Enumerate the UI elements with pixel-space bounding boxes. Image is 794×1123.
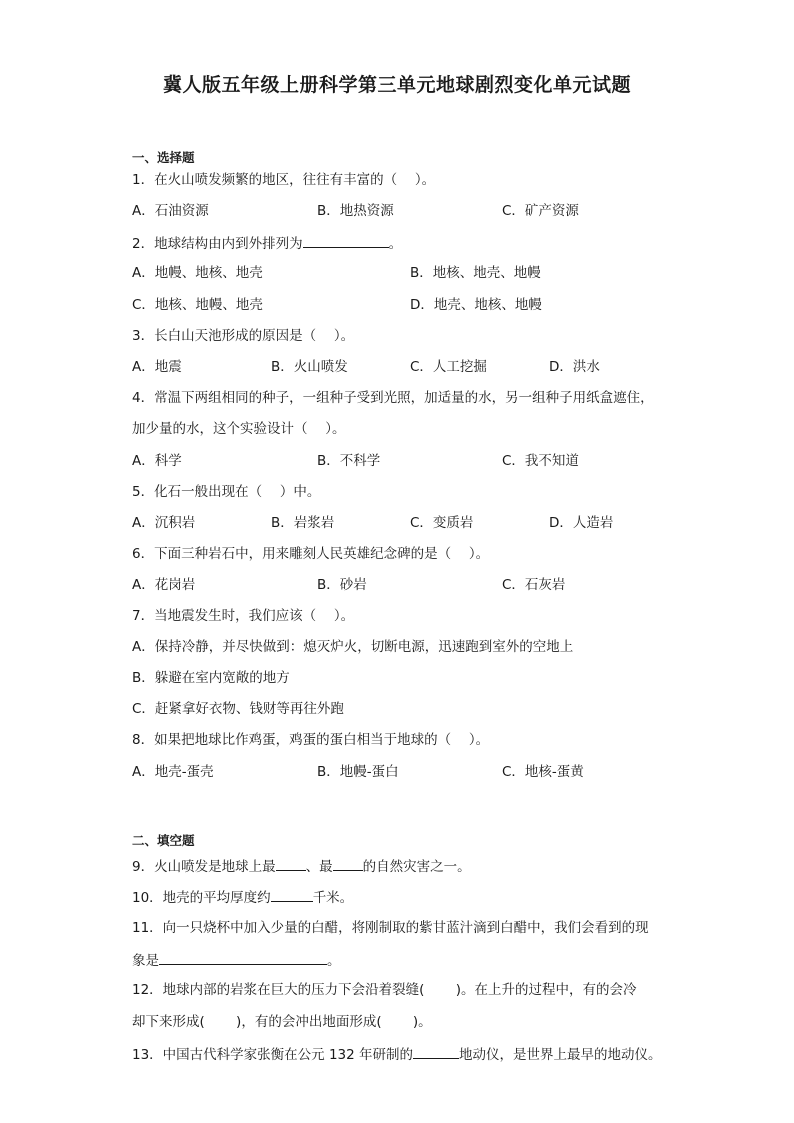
- question-3-stem: 3．长白山天池形成的原因是（ ）。: [132, 328, 355, 344]
- question-13: [132, 1044, 662, 1064]
- answer-blank: [159, 950, 327, 965]
- question-6-stem: 6．下面三种岩石中，用来雕刻人民英雄纪念碑的是（ ）。: [132, 546, 490, 562]
- answer-blank: [271, 887, 313, 902]
- question-4-option-c: C．我不知道: [502, 453, 579, 469]
- question-12-line1: 12．地球内部的岩浆在巨大的压力下会沿着裂缝( )。在上升的过程中，有的会冷: [132, 982, 637, 998]
- question-5-option-a: A．沉积岩: [132, 515, 196, 531]
- question-1-stem: 1．在火山喷发频繁的地区，往往有丰富的（ ）。: [132, 172, 436, 188]
- question-6-option-b: B．砂岩: [317, 577, 367, 593]
- answer-blank: [303, 233, 389, 248]
- question-8-stem: 8．如果把地球比作鸡蛋，鸡蛋的蛋白相当于地球的（ ）。: [132, 732, 490, 748]
- question-3-option-d: D．洪水: [549, 359, 600, 375]
- question-8-option-b: B．地幔-蛋白: [317, 764, 399, 780]
- question-5-stem: 5．化石一般出现在（ ）中。: [132, 484, 321, 500]
- question-7-stem: 7．当地震发生时，我们应该（ ）。: [132, 608, 355, 624]
- question-3-option-b: B．火山喷发: [271, 359, 348, 375]
- question-9-text-2: 、最: [305, 859, 333, 875]
- question-2-stem-text: 2．地球结构由内到外排列为: [132, 236, 303, 252]
- answer-blank: [413, 1044, 459, 1059]
- question-7-option-c: C．赶紧拿好衣物、钱财等再往外跑: [132, 701, 344, 717]
- question-4-option-a: A．科学: [132, 453, 182, 469]
- question-2-stem-end: 。: [388, 236, 403, 252]
- question-3-option-a: A．地震: [132, 359, 182, 375]
- section-heading-fill-blank: 二、填空题: [132, 833, 195, 848]
- question-10-text-2: 千米。: [312, 890, 354, 906]
- question-9-text-3: 的自然灾害之一。: [362, 859, 471, 875]
- question-13-text-1: 13．中国古代科学家张衡在公元 132 年研制的: [132, 1047, 414, 1063]
- question-8-option-c: C．地核-蛋黄: [502, 764, 584, 780]
- question-11-text-2: 。: [327, 953, 341, 969]
- question-9: [132, 856, 471, 876]
- question-5-option-c: C．变质岩: [410, 515, 474, 531]
- section-heading-choice: 一、选择题: [132, 150, 195, 165]
- question-2-stem: [132, 233, 402, 253]
- question-5-option-b: B．岩浆岩: [271, 515, 335, 531]
- question-12-line2: 却下来形成( )，有的会冲出地面形成( )。: [132, 1014, 432, 1030]
- question-1-option-a: A．石油资源: [132, 203, 209, 219]
- question-2-option-c: C．地核、地幔、地壳: [132, 297, 263, 313]
- question-9-text-1: 9．火山喷发是地球上最: [132, 859, 276, 875]
- question-1-option-c: C．矿产资源: [502, 203, 579, 219]
- question-10: [132, 887, 353, 907]
- question-7-option-b: B．躲避在室内宽敞的地方: [132, 670, 290, 686]
- question-11-line1: 11．向一只烧杯中加入少量的白醋，将刚制取的紫甘蓝汁滴到白醋中，我们会看到的现: [132, 920, 649, 936]
- answer-blank: [276, 856, 306, 871]
- question-1-option-b: B．地热资源: [317, 203, 394, 219]
- question-2-option-a: A．地幔、地核、地壳: [132, 265, 263, 281]
- question-4-stem-line2: 加少量的水，这个实验设计（ ）。: [132, 421, 346, 437]
- question-3-option-c: C．人工挖掘: [410, 359, 487, 375]
- question-2-option-d: D．地壳、地核、地幔: [410, 297, 542, 313]
- question-2-option-b: B．地核、地壳、地幔: [410, 265, 541, 281]
- question-6-option-a: A．花岗岩: [132, 577, 196, 593]
- question-13-text-2: 地动仪，是世界上最早的地动仪。: [459, 1047, 662, 1063]
- question-10-text-1: 10．地壳的平均厚度约: [132, 890, 271, 906]
- question-5-option-d: D．人造岩: [549, 515, 614, 531]
- question-11-text-1: 象是: [132, 953, 159, 969]
- page-title: 冀人版五年级上册科学第三单元地球剧烈变化单元试题: [162, 74, 631, 96]
- question-8-option-a: A．地壳-蛋壳: [132, 764, 214, 780]
- answer-blank: [333, 856, 363, 871]
- question-6-option-c: C．石灰岩: [502, 577, 566, 593]
- question-4-option-b: B．不科学: [317, 453, 381, 469]
- question-11-line2: [132, 950, 341, 970]
- question-4-stem-line1: 4．常温下两组相同的种子，一组种子受到光照，加适量的水，另一组种子用纸盒遮住，: [132, 390, 654, 406]
- question-7-option-a: A．保持冷静，并尽快做到：熄灭炉火，切断电源，迅速跑到室外的空地上: [132, 639, 574, 655]
